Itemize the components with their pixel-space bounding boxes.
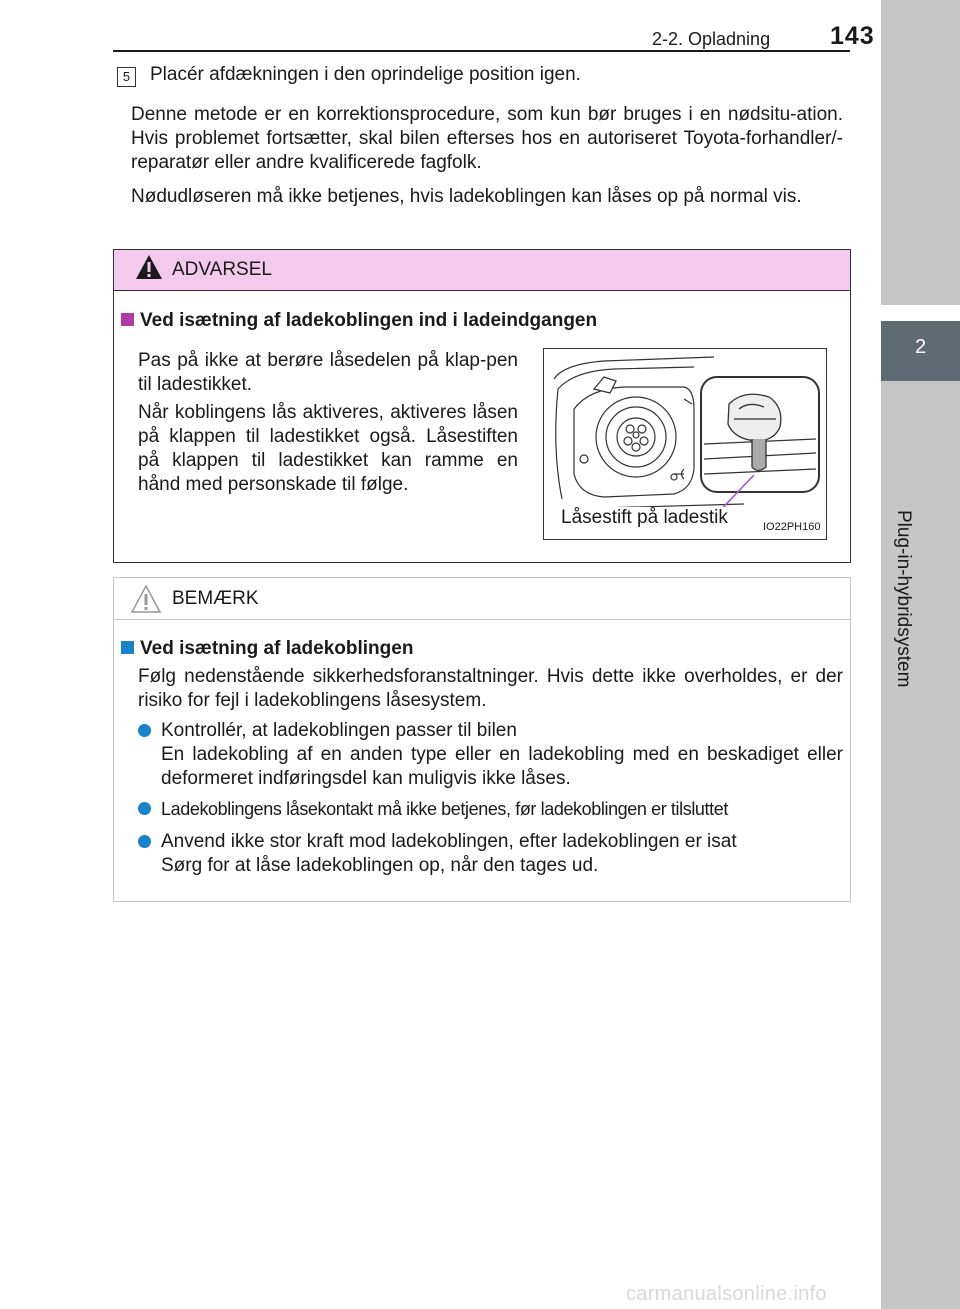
bullet-dot-icon <box>138 802 151 815</box>
notice-title: BEMÆRK <box>172 588 259 609</box>
step-number-box: 5 <box>117 67 136 87</box>
side-tab-chapter-label: Plug-in-hybridsystem <box>893 510 914 688</box>
notice-intro: Følg nedenstående sikkerhedsforanstaltninger. Hvis dette ikke overholdes, er der risiko for fejl i ladekoblingens låsesystem. <box>138 666 843 711</box>
paragraph-procedure-note: Denne metode er en korrektionsprocedure, som kun bør bruges i en nødsitu-ation. Hvis problemet fortsætter, skal bilen efterses hos en autoriseret Toyota-forhandler/-reparatør eller andre kvalificerede fagfolk. <box>131 104 843 173</box>
warning-title: ADVARSEL <box>172 259 272 280</box>
list-item-text: Ladekoblingens låsekontakt må ikke betjenes, før ladekoblingen er tilsluttet <box>161 799 728 819</box>
bullet-dot-icon <box>138 835 151 848</box>
step-text: Placér afdækningen i den oprindelige position igen. <box>150 64 581 85</box>
bullet-dot-icon <box>138 724 151 737</box>
warning-text-2: Når koblingens lås aktiveres, aktiveres låsen på klappen til ladestikket også. Låsestiften på klappen til ladestikket kan ramme en hånd med personskade til følge. <box>138 402 518 495</box>
list-item <box>138 719 843 791</box>
section-title: 2-2. Opladning <box>652 29 771 49</box>
list-item-detail: Sørg for at låse ladekoblingen op, når den tages ud. <box>161 855 599 876</box>
square-bullet-icon <box>121 313 134 326</box>
header-rule <box>113 50 850 52</box>
list-item-text: Kontrollér, at ladekoblingen passer til bilen <box>161 720 517 741</box>
side-tab-chapter-number: 2 <box>914 336 927 358</box>
list-item <box>138 830 843 878</box>
figure-callout-label: Låsestift på ladestik <box>561 507 728 528</box>
warning-text-1: Pas på ikke at berøre låsedelen på klap-pen til ladestikket. <box>138 350 518 395</box>
figure-code: IO22PH160 <box>763 521 821 533</box>
list-item-text: Anvend ikke stor kraft mod ladekoblingen, efter ladekoblingen er isat <box>161 831 737 852</box>
notice-heading: Ved isætning af ladekoblingen <box>121 638 413 660</box>
square-bullet-icon <box>121 641 134 654</box>
warning-heading: Ved isætning af ladekoblingen ind i ladeindgangen <box>121 310 597 332</box>
list-item <box>138 797 843 821</box>
list-item-detail: En ladekobling af en anden type eller en ladekobling med en beskadiget eller deformeret indføringsdel kan muligvis ikke låses. <box>161 744 843 789</box>
page-number: 143 <box>830 22 875 50</box>
warning-triangle-icon <box>135 254 163 280</box>
footer-watermark: carmanualsonline.info <box>626 1283 827 1305</box>
paragraph-emergency-release: Nødudløseren må ikke betjenes, hvis ladekoblingen kan låses op på normal vis. <box>131 186 802 207</box>
side-tab-upper <box>881 0 960 305</box>
caution-triangle-icon <box>130 584 162 614</box>
